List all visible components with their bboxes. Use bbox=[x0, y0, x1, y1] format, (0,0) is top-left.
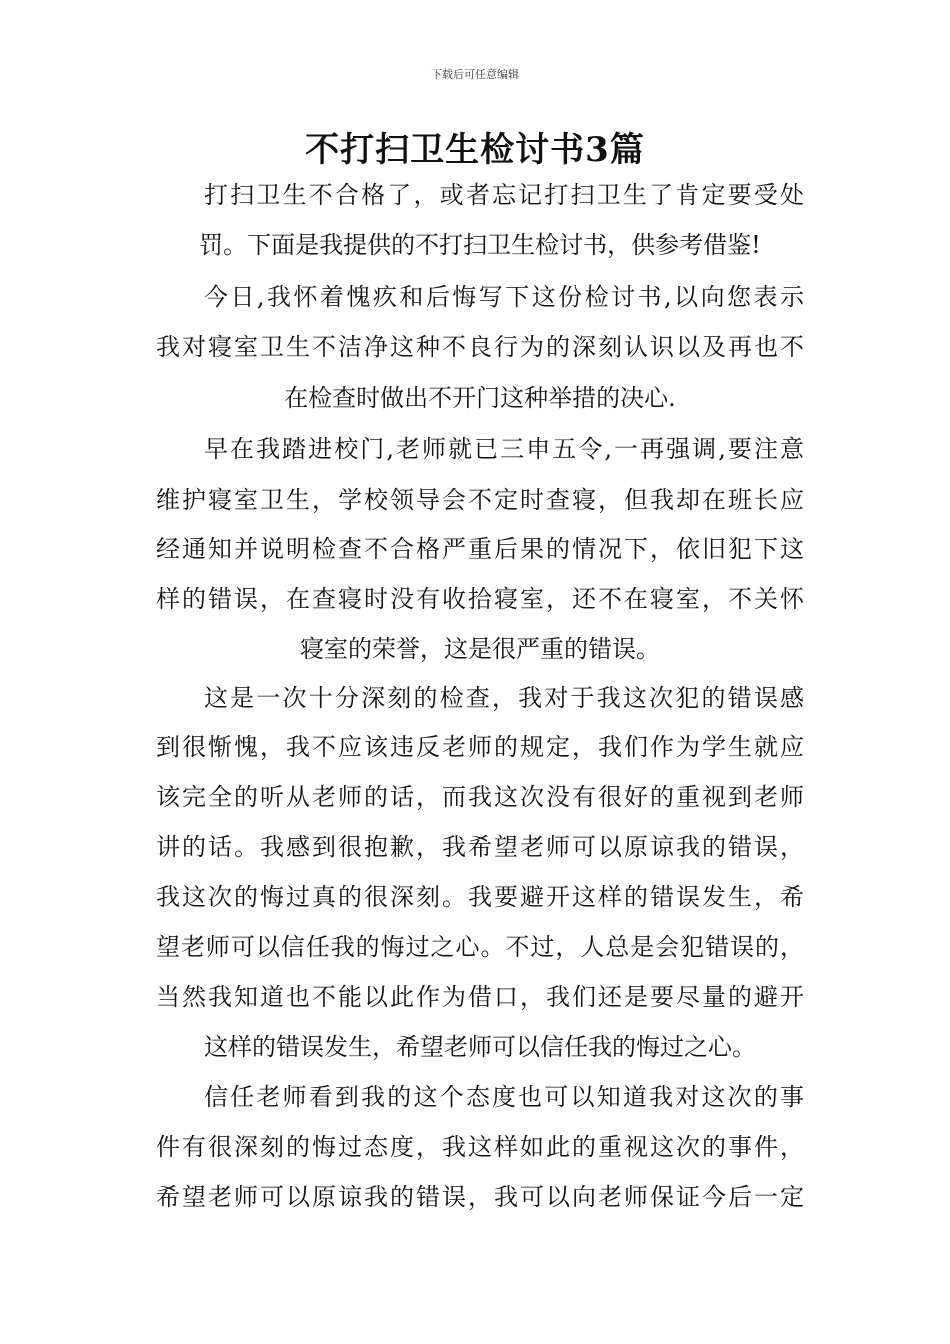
body-line: 在检查时做出不开门这种举措的决心. bbox=[284, 384, 676, 412]
body-line: 这样的错误发生，希望老师可以信任我的悔过之心。 bbox=[204, 1033, 756, 1061]
body-line: 我这次的悔过真的很深刻。我要避开这样的错误发生，希 bbox=[156, 883, 804, 911]
body-line: 希望老师可以原谅我的错误，我可以向老师保证今后一定 bbox=[156, 1183, 804, 1211]
body-line: 讲的话。我感到很抱歉，我希望老师可以原谅我的错误， bbox=[156, 833, 804, 861]
body-line: 样的错误，在查寝时没有收拾寝室，还不在寝室，不关怀 bbox=[156, 585, 804, 613]
body-line: 望老师可以信任我的悔过之心。不过，人总是会犯错误的， bbox=[156, 933, 804, 961]
body-line: 到很惭愧，我不应该违反老师的规定，我们作为学生就应 bbox=[156, 733, 804, 761]
body-line: 我对寝室卫生不洁净这种不良行为的深刻认识以及再也不 bbox=[156, 333, 804, 361]
body-line: 维护寝室卫生，学校领导会不定时查寝，但我却在班长应 bbox=[156, 486, 804, 514]
body-line: 件有很深刻的悔过态度，我这样如此的重视这次的事件， bbox=[156, 1133, 804, 1161]
body-line: 早在我踏进校门,老师就已三申五令,一再强调,要注意 bbox=[204, 435, 804, 463]
body-line: 寝室的荣誉，这是很严重的错误。 bbox=[300, 635, 660, 663]
body-line: 罚。下面是我提供的不打扫卫生检讨书，供参考借鉴! bbox=[199, 231, 761, 259]
header-note: 下载后可任意编辑 bbox=[431, 68, 519, 81]
body-line: 经通知并说明检查不合格严重后果的情况下，依旧犯下这 bbox=[156, 535, 804, 563]
document-title: 不打扫卫生检讨书3篇 bbox=[305, 130, 645, 170]
body-line: 今日,我怀着愧疚和后悔写下这份检讨书,以向您表示 bbox=[204, 283, 804, 311]
body-line: 这是一次十分深刻的检查，我对于我这次犯的错误感 bbox=[204, 684, 804, 712]
body-line: 打扫卫生不合格了，或者忘记打扫卫生了肯定要受处 bbox=[204, 181, 804, 209]
body-line: 该完全的听从老师的话，而我这次没有很好的重视到老师 bbox=[156, 783, 804, 811]
body-line: 信任老师看到我的这个态度也可以知道我对这次的事 bbox=[204, 1083, 804, 1111]
body-line: 当然我知道也不能以此作为借口，我们还是要尽量的避开 bbox=[156, 983, 804, 1011]
